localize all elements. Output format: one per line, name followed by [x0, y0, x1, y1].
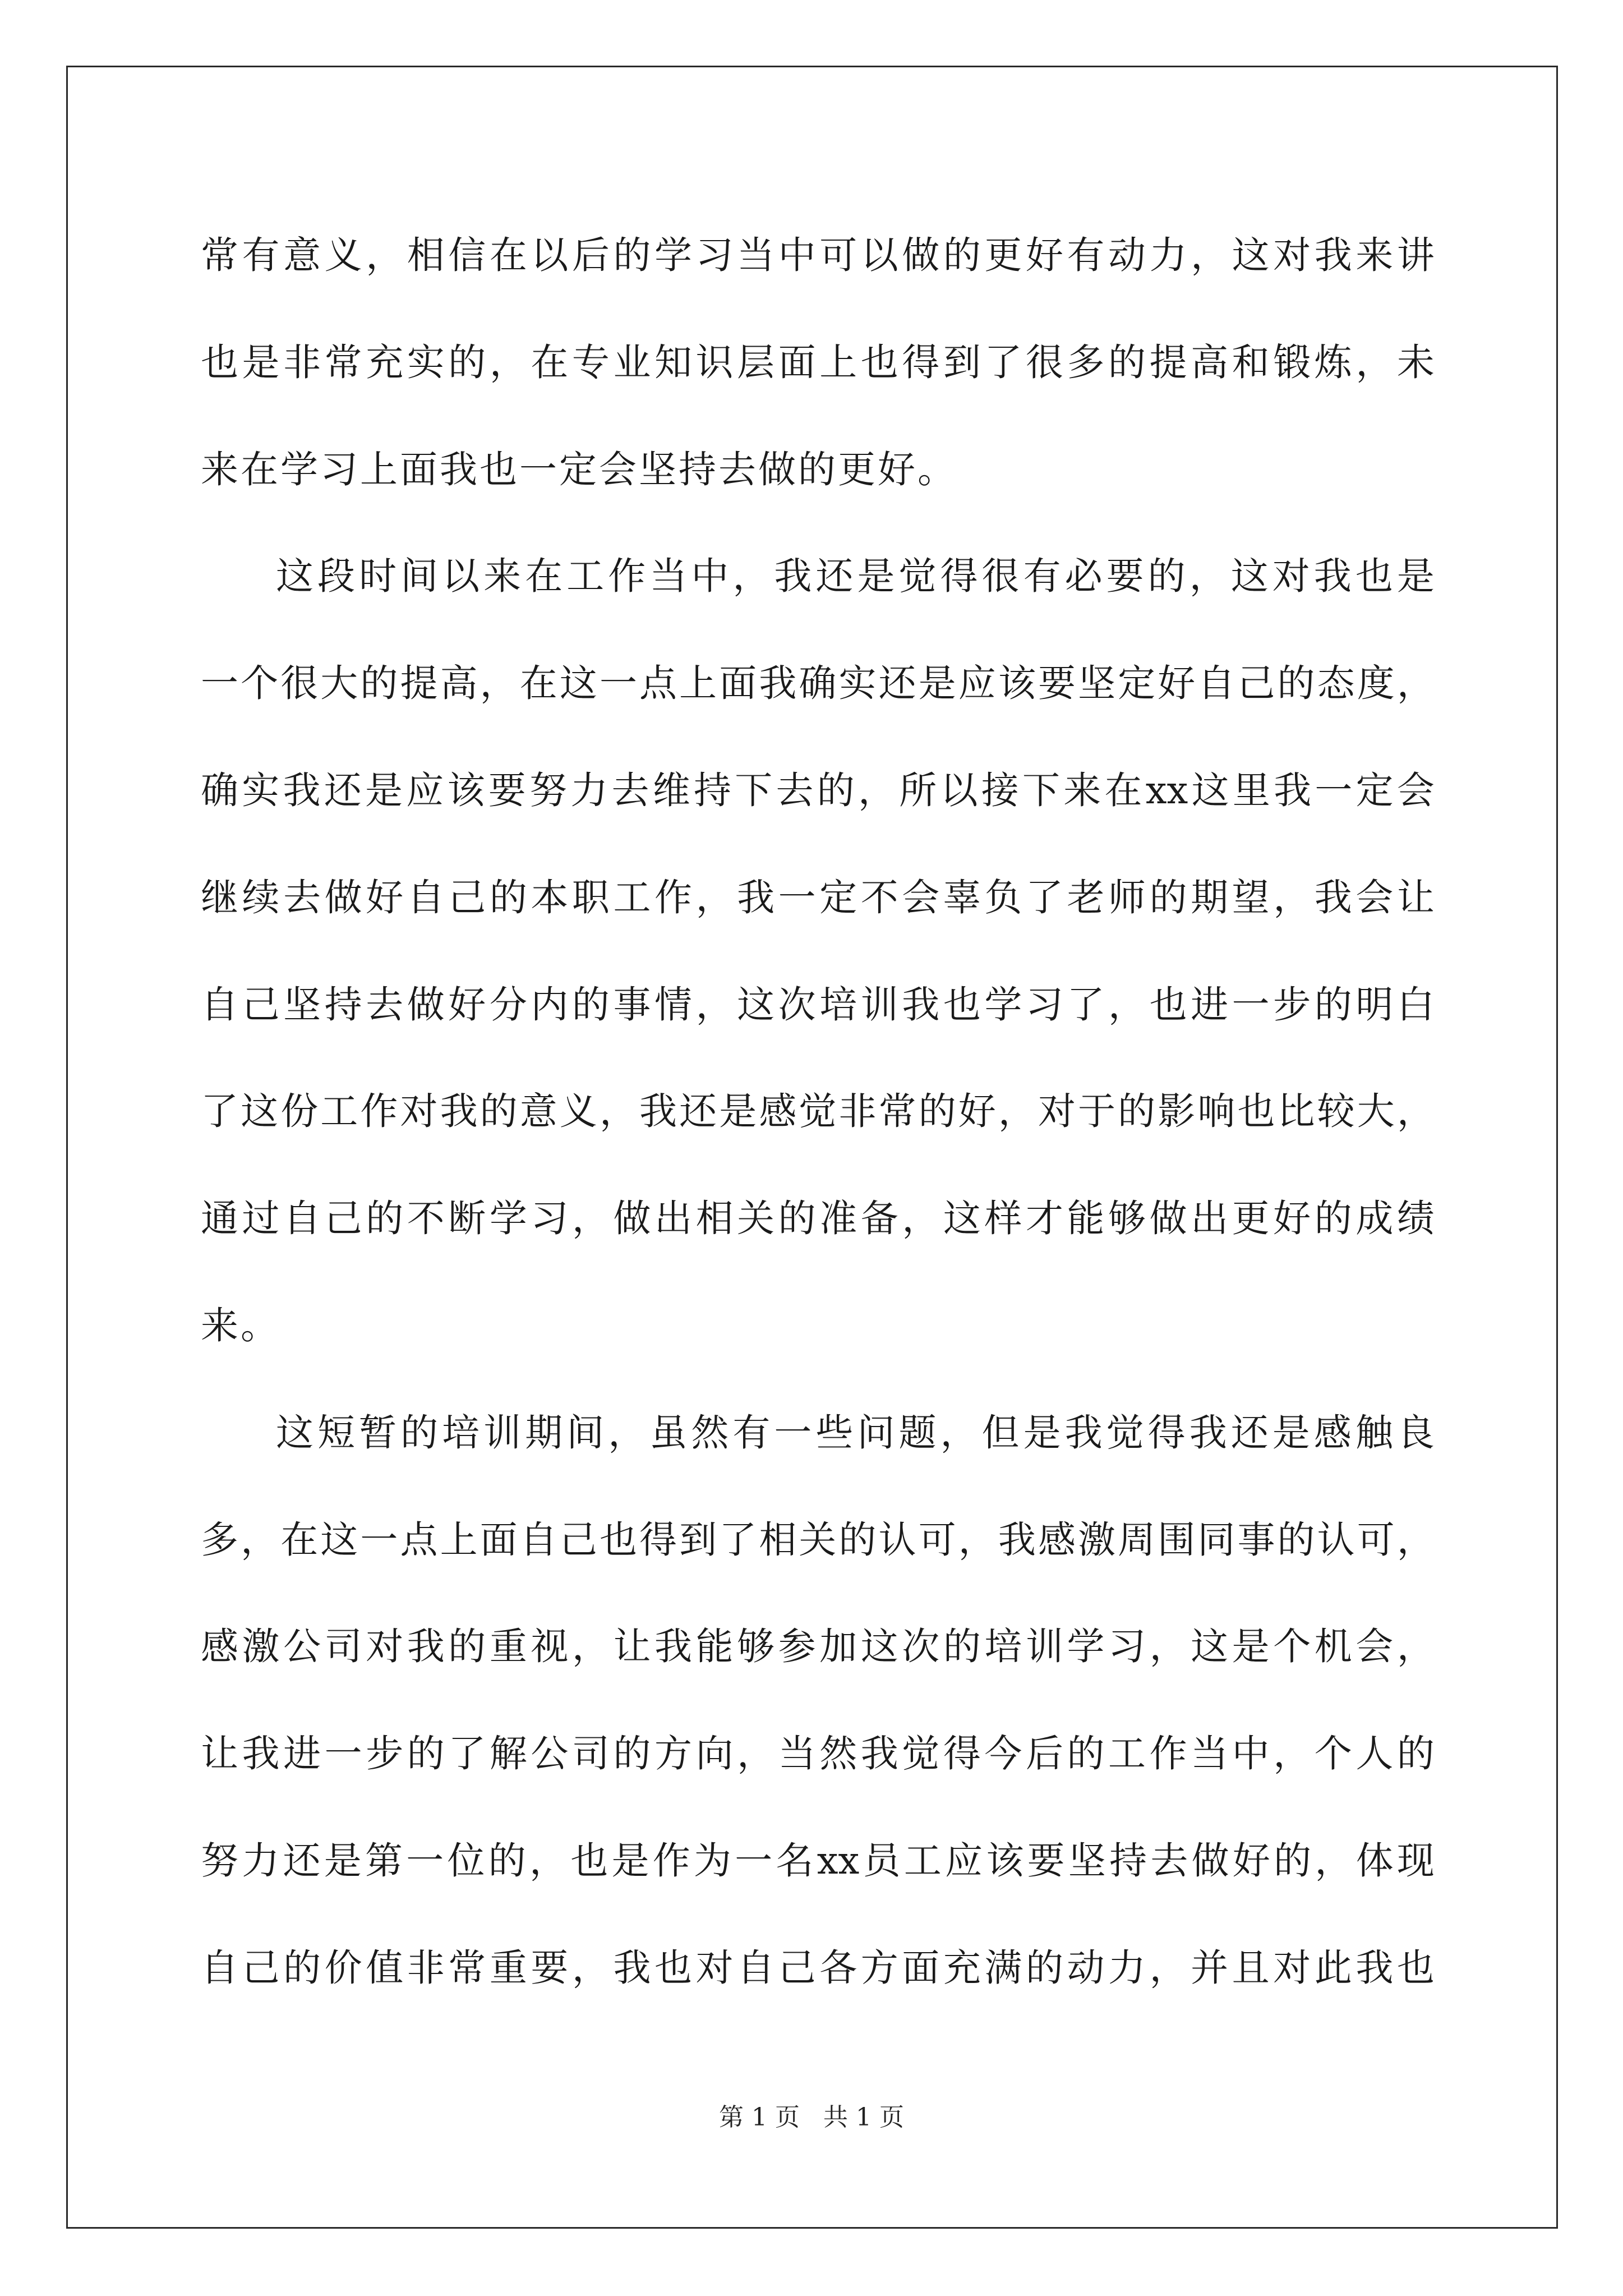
- text-line: 来在学习上面我也一定会坚持去做的更好。: [201, 447, 957, 491]
- text-line: 一 个 很 大 的 提 高 ， 在 这 一 点 上 面 我 确 实 还 是 应 该 要 坚 定 好 自 己 的 态 度 ，: [201, 661, 1435, 706]
- text-line: 也 是 非 常 充 实 的 ， 在 专 业 知 识 层 面 上 也 得 到 了 很 多 的 提 高 和 锻 炼 ， 未: [201, 340, 1435, 384]
- text-line: 通 过 自 己 的 不 断 学 习 ， 做 出 相 关 的 准 备 ， 这 样 才 能 够 做 出 更 好 的 成 绩: [201, 1197, 1435, 1241]
- text-line: 感 激 公 司 对 我 的 重 视 ， 让 我 能 够 参 加 这 次 的 培 训 学 习 ， 这 是 个 机 会 ，: [201, 1625, 1435, 1669]
- text-line: 继 续 去 做 好 自 己 的 本 职 工 作 ， 我 一 定 不 会 辜 负 了 老 师 的 期 望 ， 我 会 让: [201, 875, 1435, 919]
- page-footer: [0, 2097, 1623, 2133]
- text-line: 了 这 份 工 作 对 我 的 意 义 ， 我 还 是 感 觉 非 常 的 好 ， 对 于 的 影 响 也 比 较 大 ，: [201, 1089, 1435, 1134]
- text-line: 确 实 我 还 是 应 该 要 努 力 去 维 持 下 去 的 ， 所 以 接 下 来 在 xx 这 里 我 一 定 会: [201, 768, 1435, 812]
- text-line: 来。: [201, 1303, 280, 1347]
- text-line: 努 力 还 是 第 一 位 的 ， 也 是 作 为 一 名 xx 员 工 应 该 要 坚 持 去 做 好 的 ， 体 现: [201, 1838, 1435, 1883]
- text-line: 让 我 进 一 步 的 了 解 公 司 的 方 向 ， 当 然 我 觉 得 今 后 的 工 作 当 中 ， 个 人 的: [201, 1732, 1435, 1776]
- text-line: 多 ， 在 这 一 点 上 面 自 己 也 得 到 了 相 关 的 认 可 ， 我 感 激 周 围 同 事 的 认 可 ，: [201, 1517, 1435, 1562]
- document-body: [201, 202, 1435, 2022]
- text-line: 这 段 时 间 以 来 在 工 作 当 中 ， 我 还 是 觉 得 很 有 必 要 的 ， 这 对 我 也 是: [276, 554, 1435, 599]
- text-line: 自 己 坚 持 去 做 好 分 内 的 事 情 ， 这 次 培 训 我 也 学 习 了 ， 也 进 一 步 的 明 白: [201, 982, 1435, 1027]
- text-line: 常 有 意 义 ， 相 信 在 以 后 的 学 习 当 中 可 以 做 的 更 好 有 动 力 ， 这 对 我 来 讲: [201, 233, 1435, 277]
- text-line: 自 己 的 价 值 非 常 重 要 ， 我 也 对 自 己 各 方 面 充 满 的 动 力 ， 并 且 对 此 我 也: [201, 1945, 1435, 1990]
- page-number-label: 第 1 页 共 1 页: [719, 2103, 904, 2132]
- text-line: 这 短 暂 的 培 训 期 间 ， 虽 然 有 一 些 问 题 ， 但 是 我 觉 得 我 还 是 感 触 良: [276, 1410, 1435, 1455]
